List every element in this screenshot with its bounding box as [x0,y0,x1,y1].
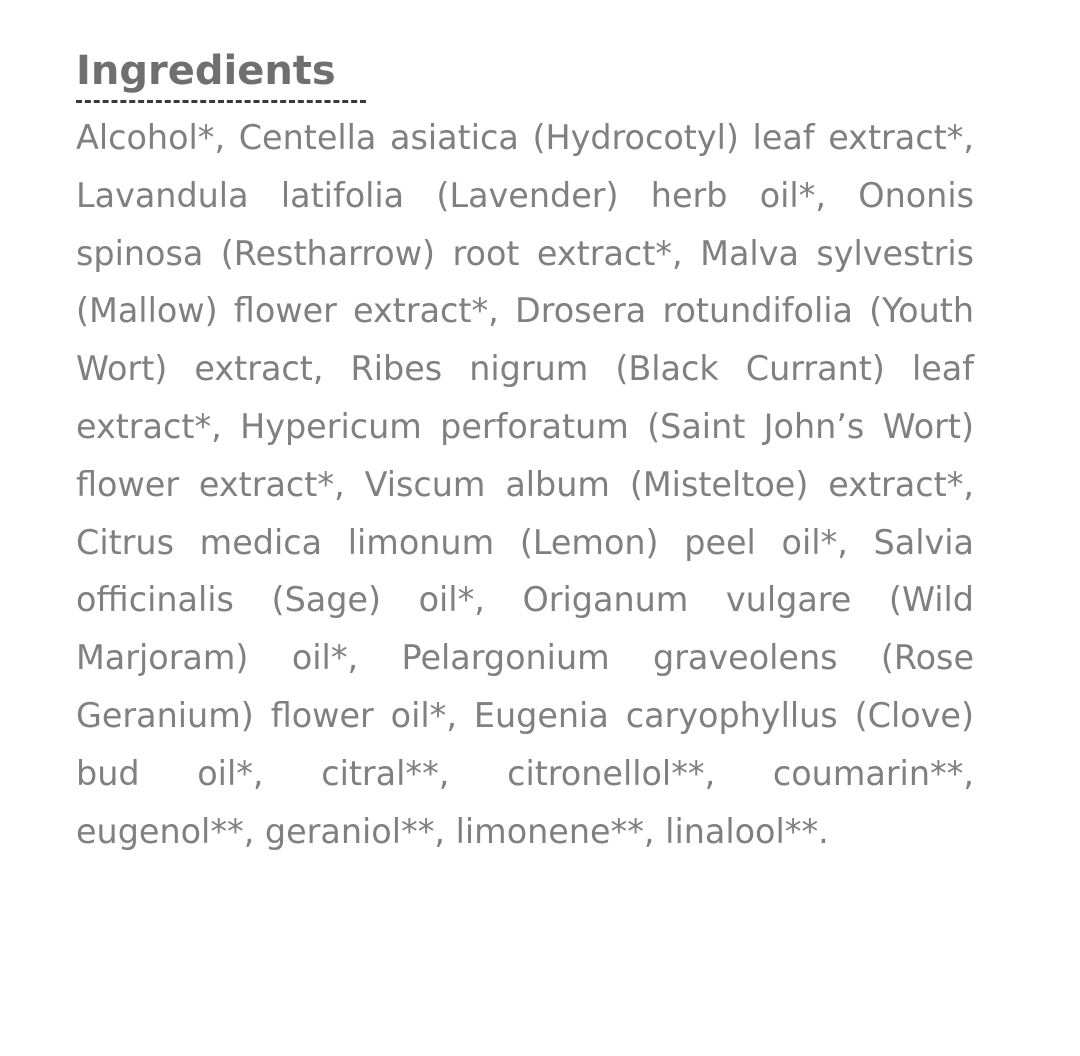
ingredients-section [76,42,974,860]
ingredients-heading: Ingredients [76,42,366,103]
ingredients-list-text: Alcohol*, Centella asiatica (Hydrocotyl) leaf extract*, Lavandula latifolia (Lavender) herb oil*, Ononis spinosa (Restharrow) root extract*, Malva sylvestris (Mallow) flower extract*, Drosera rotundifolia (Youth Wort) extract, Ribes nigrum (Black Currant) leaf extract*, Hypericum perforatum (Saint John’s Wort) flower extract*, Viscum album (Misteltoe) extract*, Citrus medica limonum (Lemon) peel oil*, Salvia officinalis (Sage) oil*, Origanum vulgare (Wild Marjoram) oil*, Pelargonium graveolens (Rose Geranium) flower oil*, Eugenia caryophyllus (Clove) bud oil*, citral**, citronellol**, coumarin**, eugenol**, geraniol**, limonene**, linalool**. [76,118,974,851]
